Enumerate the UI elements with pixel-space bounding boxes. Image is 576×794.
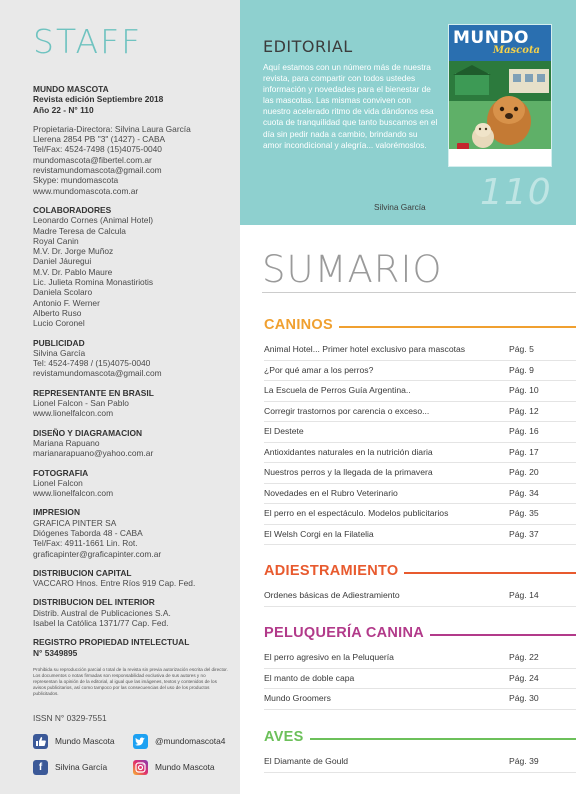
staff-line: Daniela Scolaro bbox=[33, 287, 93, 298]
toc-entry-title: El manto de doble capa bbox=[264, 672, 355, 683]
issue-number: 110 bbox=[480, 172, 552, 213]
toc-entry[interactable] bbox=[264, 443, 576, 464]
toc-entry-page: Pág. 24 bbox=[509, 672, 539, 683]
section-caninos bbox=[264, 316, 576, 545]
staff-heading: FOTOGRAFIA bbox=[33, 467, 89, 478]
staff-line: Distrib. Austral de Publicaciones S.A. bbox=[33, 607, 171, 618]
sumario-title: SUMARIO bbox=[262, 248, 443, 291]
social-facebook-row[interactable] bbox=[33, 759, 107, 775]
staff-line: Silvina García bbox=[33, 347, 86, 358]
staff-line: Lic. Julieta Romina Monastiriotis bbox=[33, 277, 154, 288]
section-title: PELUQUERÍA CANINA bbox=[264, 625, 425, 641]
toc-entry[interactable] bbox=[264, 504, 576, 525]
like-icon bbox=[33, 734, 48, 749]
staff-line: Daniel Jáuregui bbox=[33, 256, 92, 267]
section-header bbox=[264, 728, 576, 746]
staff-blocks bbox=[33, 84, 240, 658]
staff-block bbox=[33, 507, 240, 558]
staff-line: GRAFICA PINTER SA bbox=[33, 517, 117, 528]
staff-heading: DISEÑO Y DIAGRAMACION bbox=[33, 427, 143, 438]
staff-line: marianarapuano@yahoo.com.ar bbox=[33, 448, 154, 459]
cover-illustration bbox=[449, 25, 552, 167]
staff-block bbox=[33, 428, 240, 459]
section-items bbox=[264, 648, 576, 710]
toc-entry-title: ¿Por qué amar a los perros? bbox=[264, 364, 374, 375]
editorial-text: Aquí estamos con un número más de nuestra revista, para compartir con todos ustedes información y novedades para el bienestar de las mascotas. Las mismas conviven con nuestro acelerado ritmo de vida dándonos esa cuota de tranquilidad que tanto buscamos en el día sin pedir nada a cambio, brindando su amor incondicional y alegría... valorémoslos. bbox=[263, 62, 438, 150]
toc-entry-title: Ordenes básicas de Adiestramiento bbox=[264, 590, 400, 600]
staff-block bbox=[33, 597, 240, 628]
toc-entry-title: Corregir trastornos por carencia o exceso... bbox=[264, 405, 430, 416]
toc-entry-title: El Diamante de Gould bbox=[264, 756, 349, 766]
staff-line: graficapinter@graficapinter.com.ar bbox=[33, 548, 162, 559]
staff-block bbox=[33, 388, 240, 419]
staff-line: Tel/Fax: 4911-1661 Lin. Rot. bbox=[33, 538, 138, 549]
staff-heading: PUBLICIDAD bbox=[33, 337, 85, 348]
staff-line: Isabel la Católica 1371/77 Cap. Fed. bbox=[33, 618, 169, 629]
editorial-title: EDITORIAL bbox=[263, 37, 353, 56]
toc-entry-title: El perro agresivo en la Peluquería bbox=[264, 652, 394, 662]
toc-entry-page: Pág. 34 bbox=[509, 487, 539, 498]
staff-line: VACCARO Hnos. Entre Ríos 919 Cap. Fed. bbox=[33, 578, 196, 589]
staff-line: M.V. Dr. Pablo Maure bbox=[33, 266, 113, 277]
toc-entry[interactable] bbox=[264, 689, 576, 710]
editorial-panel bbox=[240, 0, 576, 225]
staff-column bbox=[0, 0, 240, 794]
section-rule bbox=[339, 326, 576, 328]
section-header bbox=[264, 624, 576, 642]
toc-entry-page: Pág. 10 bbox=[509, 385, 539, 395]
staff-heading: MUNDO MASCOTA bbox=[33, 84, 109, 94]
staff-line: Diógenes Taborda 48 - CABA bbox=[33, 527, 143, 538]
toc-entry-title: Nuestros perros y la llegada de la primavera bbox=[264, 467, 433, 477]
staff-heading: N° 5349895 bbox=[33, 647, 78, 658]
staff-line: Lionel Falcon - San Pablo bbox=[33, 398, 129, 409]
staff-block bbox=[33, 637, 240, 658]
staff-block bbox=[33, 84, 240, 115]
staff-heading: REGISTRO PROPIEDAD INTELECTUAL bbox=[33, 637, 190, 648]
toc-entry-title: El Destete bbox=[264, 426, 304, 436]
toc-entry[interactable] bbox=[264, 525, 576, 546]
staff-line: Tel/Fax: 4524-7498 (15)4075-0040 bbox=[33, 144, 162, 155]
twitter-icon bbox=[133, 734, 148, 749]
toc-entry-page: Pág. 22 bbox=[509, 652, 539, 662]
cover-footer bbox=[449, 149, 552, 167]
staff-line: Skype: mundomascota bbox=[33, 175, 119, 186]
toc-entry-page: Pág. 17 bbox=[509, 446, 539, 457]
staff-line: www.lionelfalcon.com bbox=[33, 408, 114, 419]
staff-heading: DISTRIBUCION DEL INTERIOR bbox=[33, 597, 155, 608]
issn-number: ISSN N° 0329-7551 bbox=[33, 712, 107, 723]
section-header bbox=[264, 562, 576, 580]
toc-entry-title: El Welsh Corgi en la Filatelia bbox=[264, 528, 374, 539]
social-twitter-label: @mundomascota4 bbox=[155, 736, 226, 746]
section-rule bbox=[430, 634, 576, 636]
toc-entry-page: Pág. 39 bbox=[509, 756, 539, 766]
sumario-divider bbox=[262, 292, 576, 293]
section-items bbox=[264, 586, 576, 607]
toc-entry-title: Novedades en el Rubro Veterinario bbox=[264, 487, 398, 498]
toc-entry-title: El perro en el espectáculo. Modelos publicitarios bbox=[264, 508, 449, 518]
staff-heading: Año 22 - N° 110 bbox=[33, 104, 94, 115]
staff-heading: Revista edición Septiembre 2018 bbox=[33, 94, 164, 105]
toc-entry[interactable] bbox=[264, 669, 576, 690]
toc-entry[interactable] bbox=[264, 752, 576, 773]
social-like-row[interactable] bbox=[33, 733, 115, 749]
toc-entry[interactable] bbox=[264, 484, 576, 505]
section-adiestramiento bbox=[264, 562, 576, 607]
toc-entry[interactable] bbox=[264, 463, 576, 484]
section-aves bbox=[264, 728, 576, 773]
section-title: ADIESTRAMIENTO bbox=[264, 563, 399, 579]
social-twitter-row[interactable] bbox=[133, 733, 225, 749]
toc-entry-title: Animal Hotel... Primer hotel exclusivo para mascotas bbox=[264, 344, 466, 354]
staff-block bbox=[33, 468, 240, 499]
toc-entry[interactable] bbox=[264, 361, 576, 382]
staff-line: Propietaria-Directora: Silvina Laura García bbox=[33, 123, 191, 134]
toc-entry-page: Pág. 12 bbox=[509, 405, 539, 416]
magazine-cover-image bbox=[448, 24, 552, 167]
staff-line: Madre Teresa de Calcula bbox=[33, 225, 126, 236]
cover-brand-sub: Mascota bbox=[493, 45, 541, 56]
section-title: CANINOS bbox=[264, 317, 333, 333]
toc-entry-page: Pág. 16 bbox=[509, 426, 539, 436]
toc-entry-title: Antioxidantes naturales en la nutrición diaria bbox=[264, 446, 433, 457]
staff-line: Royal Canin bbox=[33, 235, 79, 246]
staff-line: Lucio Coronel bbox=[33, 318, 85, 329]
staff-line: Leonardo Cornes (Animal Hotel) bbox=[33, 215, 154, 226]
social-facebook-label: Silvina García bbox=[55, 762, 108, 772]
section-rule bbox=[404, 572, 576, 574]
staff-title: STAFF bbox=[33, 22, 143, 61]
toc-entry[interactable] bbox=[264, 381, 576, 402]
staff-line: Alberto Ruso bbox=[33, 307, 82, 318]
toc-entry-page: Pág. 35 bbox=[509, 508, 539, 518]
toc-entry[interactable] bbox=[264, 402, 576, 423]
staff-heading: IMPRESION bbox=[33, 507, 80, 518]
section-rule bbox=[310, 738, 576, 740]
staff-block bbox=[33, 568, 240, 589]
staff-block bbox=[33, 124, 240, 196]
staff-block bbox=[33, 338, 240, 379]
staff-block bbox=[33, 205, 240, 329]
social-like-label: Mundo Mascota bbox=[55, 736, 115, 746]
toc-entry-page: Pág. 14 bbox=[509, 590, 539, 600]
section-items bbox=[264, 340, 576, 545]
legal-fine-print: Prohibida su reproducción parcial o total de la revista sin previa autorización escrita del director. Los documentos o notas firmadas son responsabilidad exclusiva de sus autores y no representan la opinión de la editorial, al igual que las imágenes, textos y contenidos de los avisos publicitarios, así como tampoco por las consecuencias del uso de los productos publicitados. bbox=[33, 666, 228, 696]
cover-brand: MUNDO bbox=[453, 28, 530, 48]
social-instagram-label: Mundo Mascota bbox=[155, 762, 215, 772]
toc-entry[interactable] bbox=[264, 422, 576, 443]
editorial-signature: Silvina García bbox=[374, 202, 426, 212]
toc-entry-title: Mundo Groomers bbox=[264, 693, 331, 703]
staff-line: Lionel Falcon bbox=[33, 477, 83, 488]
toc-entry-title: La Escuela de Perros Guía Argentina.. bbox=[264, 385, 411, 395]
staff-line: Tel: 4524-7498 / (15)4075-0040 bbox=[33, 358, 151, 369]
toc-entry-page: Pág. 30 bbox=[509, 693, 539, 703]
staff-line: revistamundomascota@gmail.com bbox=[33, 165, 162, 176]
section-items bbox=[264, 752, 576, 773]
staff-heading: COLABORADORES bbox=[33, 204, 112, 215]
staff-line: Mariana Rapuano bbox=[33, 437, 100, 448]
staff-line: revistamundomascota@gmail.com bbox=[33, 368, 162, 379]
social-instagram-row[interactable] bbox=[133, 759, 215, 775]
staff-line: Llerena 2854 PB "3" (1427) - CABA bbox=[33, 134, 166, 145]
staff-line: M.V. Dr. Jorge Muñoz bbox=[33, 246, 114, 257]
toc-entry[interactable] bbox=[264, 340, 576, 361]
staff-line: www.mundomascota.com.ar bbox=[33, 185, 139, 196]
staff-line: www.lionelfalcon.com bbox=[33, 488, 114, 499]
staff-heading: REPRESENTANTE EN BRASIL bbox=[33, 387, 154, 398]
staff-line: mundomascota@fibertel.com.ar bbox=[33, 154, 152, 165]
toc-entry[interactable] bbox=[264, 648, 576, 669]
toc-entry-page: Pág. 9 bbox=[509, 364, 534, 375]
section-title: AVES bbox=[264, 729, 304, 745]
section-header bbox=[264, 316, 576, 334]
toc-entry-page: Pág. 5 bbox=[509, 344, 534, 354]
toc-entry[interactable] bbox=[264, 586, 576, 607]
facebook-icon: f bbox=[33, 760, 48, 775]
instagram-icon bbox=[133, 760, 148, 775]
section-peluqueria-canina bbox=[264, 624, 576, 710]
staff-line: Antonio F. Werner bbox=[33, 297, 100, 308]
toc-entry-page: Pág. 20 bbox=[509, 467, 539, 477]
staff-heading: DISTRIBUCION CAPITAL bbox=[33, 567, 132, 578]
toc-entry-page: Pág. 37 bbox=[509, 528, 539, 539]
